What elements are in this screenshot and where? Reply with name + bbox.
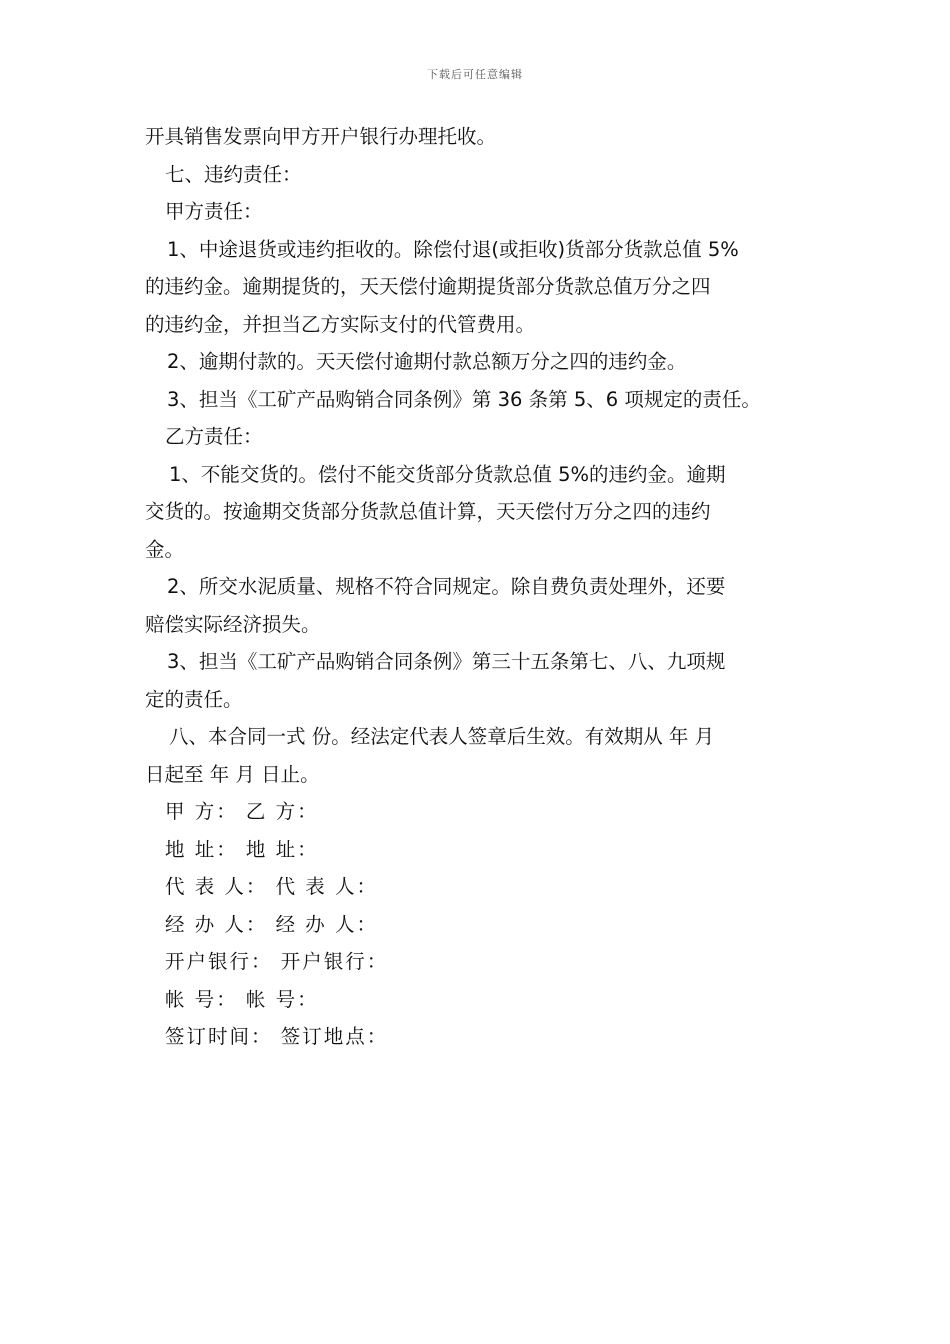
page-header-note: 下载后可任意编辑: [427, 68, 523, 81]
body-line: 1、中途退货或违约拒收的。除偿付退(或拒收)货部分货款总值 5%: [167, 237, 739, 261]
body-line: 开具销售发票向甲方开户银行办理托收。: [145, 125, 497, 148]
party-a-heading: 甲方责任：: [165, 200, 263, 223]
body-line: 的违约金。逾期提货的，天天偿付逾期提货部分货款总值万分之四: [145, 275, 711, 298]
body-line: 定的责任。: [145, 687, 243, 711]
section-heading-breach: 七、违约责任：: [165, 162, 302, 186]
contract-body: [145, 118, 815, 1056]
body-line: 的违约金，并担当乙方实际支付的代管费用。: [145, 312, 536, 336]
signature-parties: 甲 方： 乙 方：: [165, 800, 319, 823]
signature-representative: 代 表 人： 代 表 人：: [165, 875, 378, 898]
body-line: 赔偿实际经济损失。: [145, 612, 321, 636]
signature-address: 地 址： 地 址：: [165, 837, 319, 861]
body-line: 交货的。按逾期交货部分货款总值计算，天天偿付万分之四的违约: [145, 500, 711, 523]
body-line: 日起至 年 月 日止。: [145, 762, 320, 786]
body-line: 2、所交水泥质量、规格不符合同规定。除自费负责处理外，还要: [167, 575, 726, 598]
body-line: 金。: [145, 537, 185, 561]
section-heading-copies: 八、本合同一式 份。经法定代表人签章后生效。有效期从 年 月: [169, 725, 715, 748]
body-line: 3、担当《工矿产品购销合同条例》第 36 条第 5、6 项规定的责任。: [167, 387, 761, 411]
signature-time-place: 签订时间： 签订地点：: [165, 1025, 389, 1048]
signature-handler: 经 办 人： 经 办 人：: [165, 912, 378, 936]
body-line: 3、担当《工矿产品购销合同条例》第三十五条第七、八、九项规: [167, 650, 726, 673]
body-line: 2、逾期付款的。天天偿付逾期付款总额万分之四的违约金。: [167, 350, 687, 373]
signature-account: 帐 号： 帐 号：: [165, 987, 319, 1011]
signature-bank: 开户银行： 开户银行：: [165, 950, 389, 973]
body-line: 1、不能交货的。偿付不能交货部分货款总值 5%的违约金。逾期: [169, 462, 726, 486]
party-b-heading: 乙方责任：: [165, 425, 263, 448]
